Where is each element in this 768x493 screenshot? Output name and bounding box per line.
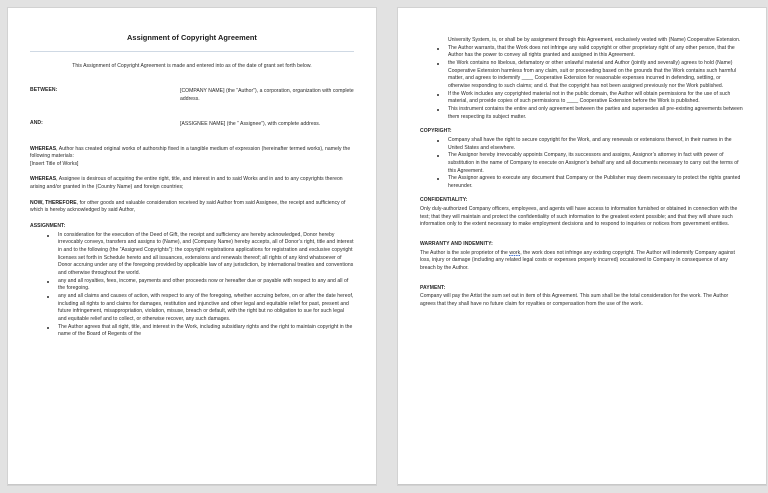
list-item: The Assignor agrees to execute any document that Company or the Publisher may deem necessary to protect the rights granted hereunder. xyxy=(431,175,744,190)
payment-body: Company will pay the Artist the sum set out in item of this Agreement. This sum shall be the total consideration for the work. The Author agrees that they shall have no future claim for royalties or compensation from the use of the work. xyxy=(420,293,729,308)
intro-paragraph: This Assignment of Copyright Agreement is made and entered into as of the date of grant set forth below. xyxy=(72,63,312,70)
list-item: the Work contains no libelous, defamatory or other unlawful material and Author (jointly and severally) agrees to hold (Name) Cooperative Extension harmless from any claim, suit or proceeding based on the grounds that the Work contains such harmful matter, and agrees to indemnify ____ Cooperative Extension for reasonable expenses incurred in defending, settling, or otherwise responding to such claims; and d. that the copyright has not been assigned previously nor the Work published. xyxy=(431,60,744,91)
title-divider xyxy=(30,51,354,52)
grammar-flagged-word[interactable]: work xyxy=(509,249,521,256)
list-item: If the Work includes any copyrighted material not in the public domain, the Author will obtain permissions for the use of such material, and provide copies of such permissions to ____ Cooperative Extension before the Work is published. xyxy=(431,91,744,106)
party-row-between xyxy=(30,87,354,103)
confidentiality-body: Only duly-authorized Company officers, employees, and agents will have access to information furnished or obtained in connection with the test; that they will maintain and protect the confidentiality of such information to the greatest extent possible; and that they will share such information only to the extent necessary to make employment decisions and to respond to inquiries or notices from government entities. xyxy=(420,206,738,228)
assignment-bullet-list xyxy=(30,232,354,339)
warranty-indemnity-heading: WARRANTY AND INDEMNITY: xyxy=(420,241,493,248)
list-item: This instrument contains the entire and only agreement between the parties and supersedes all pre-existing agreements between them respecting its subject matter. xyxy=(431,106,744,121)
page-1-body xyxy=(8,8,376,349)
list-item: Company shall have the right to secure copyright for the Work, and any renewals or extensions thereof, in their names in the United States and elsewhere. xyxy=(431,137,744,152)
whereas-clause-1 xyxy=(30,146,354,161)
warranties-bullet-list xyxy=(420,45,744,122)
assignment-heading: ASSIGNMENT: xyxy=(30,223,66,230)
list-item: any and all royalties, fees, income, payments and other proceeds now or hereafter due or payable with respect to any and all of the foregoing. xyxy=(41,278,354,293)
whereas-1-body: , Author has created original works of authorship fixed in a tangible medium of expression (hereinafter termed works), namely the following materials: xyxy=(30,145,351,160)
whereas-2-body: , Assignee is desirous of acquiring the entire right, title, and interest in and to said Works and in and to any copyrights thereon arising and/or granted in the (Country Name) and foreign countries; xyxy=(30,176,343,191)
payment-heading: PAYMENT: xyxy=(420,284,446,291)
warranty-text-part-2: , the work does not infringe any existing copyright. The Author will indemnify Company against loss, injury or damage (including any related legal costs or expenses properly incurred) occasioned to Company in consequence of any breach by the Author. xyxy=(420,249,735,272)
list-item: In consideration for the execution of the Deed of Gift, the receipt and sufficiency are hereby acknowledged, Donor hereby irrevocably conveys, transfers and assigns to (Name), and (Company Name) hereby accepts, all of Donor’s right, title and interest in and to the following (the “Assigned Copyrights”): the copyright registrations applications for registration and exclusive copyright licenses set forth in Schedule hereto and all issuances, extensions and renewals thereof; all rights of any kind whatsoever of Donor accruing under any of the foregoing provided by applicable law of any jurisdiction, by international treaties and conventions and otherwise throughout the world. xyxy=(41,232,354,278)
now-therefore-clause xyxy=(30,200,354,215)
party-label-between: BETWEEN: xyxy=(30,87,58,94)
now-therefore-lead: NOW, THEREFORE xyxy=(30,199,77,206)
page-2-bottom-edge xyxy=(398,484,766,485)
party-value-and: [ASSIGNEE NAME] (the “ Assignee”), with complete address. xyxy=(180,121,321,128)
warranty-text-part-1: The Author is the sole proprietor of the xyxy=(420,249,510,256)
page-1-bottom-edge xyxy=(8,484,376,485)
whereas-clause-2 xyxy=(30,176,354,191)
party-value-between: [COMPANY NAME] (the “Author”), a corporation, organization with complete address. xyxy=(180,88,354,103)
document-page-2[interactable] xyxy=(398,8,766,485)
party-row-and xyxy=(30,120,354,128)
copyright-bullet-list xyxy=(420,137,744,191)
continuation-paragraph: University System, is, or shall be by assignment through this Agreement, exclusively vested with (Name) Cooperative Extension. xyxy=(448,37,741,43)
list-item: The Author warrants, that the Work does not infringe any valid copyright or other proprietary right of any other person, that the Author has the power to convey all rights granted and assigned in this Agreement. xyxy=(431,45,744,60)
spacer xyxy=(420,190,744,197)
party-label-and: AND: xyxy=(30,120,43,127)
document-page-1[interactable] xyxy=(8,8,376,485)
page-2-body xyxy=(398,8,766,327)
page-title: Assignment of Copyright Agreement xyxy=(127,33,257,42)
warranty-indemnity-body xyxy=(420,250,744,273)
list-item: any and all claims and causes of action, with respect to any of the foregoing, whether accruing before, on or after the date hereof, including all rights to and claims for damages, restitution and injunctive and other legal and equitable relief for past, present and future infringement, misappropriation, violation, misuse, breach or default, with the right but no obligation to sue for such legal and equitable relief and to collect, or otherwise recover, any such damages. xyxy=(41,293,354,324)
spacer xyxy=(420,121,744,128)
confidentiality-heading: CONFIDENTIALITY: xyxy=(420,197,468,204)
now-therefore-body: , for other goods and valuable consideration received by said Author from said Assignee, the receipt and sufficiency of which is hereby acknowledged by said Author, xyxy=(30,199,346,214)
whereas-2-lead: WHEREAS xyxy=(30,176,57,183)
list-item: The Assignor hereby irrevocably appoints Company, its successors and assigns, Assignor’s attorney in fact with power of substitution in the name of Company to execute on Assignor’s behalf any and all documents necessary to carry out the terms of this Agreement. xyxy=(431,152,744,175)
whereas-1-lead: WHEREAS xyxy=(30,145,57,152)
list-item: The Author agrees that all right, title, and interest in the Work, including subsidiary rights and the right to maintain copyright in the name of the Board of Regents of the xyxy=(41,324,354,339)
copyright-heading: COPYRIGHT: xyxy=(420,128,452,135)
works-title-placeholder: [Insert Title of Works] xyxy=(30,160,79,167)
